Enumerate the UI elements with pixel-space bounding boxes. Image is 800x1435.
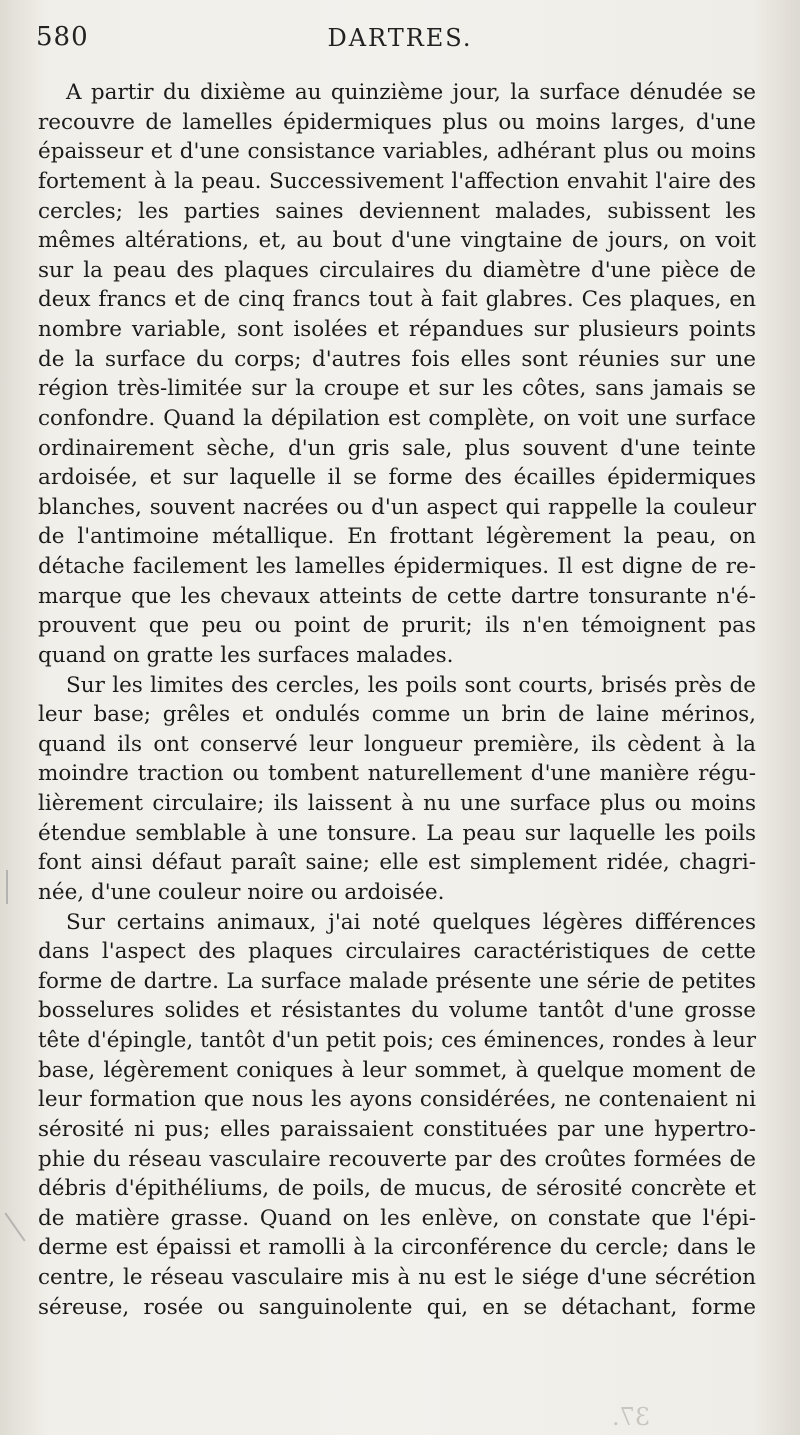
bleed-through-mark: 37. xyxy=(611,1403,650,1431)
text-line: étendue semblable à une tonsure. La peau sur laquelle les poils xyxy=(38,820,756,846)
text-line: blanches, souvent nacrées ou d'un aspect qui rappelle la couleur xyxy=(38,494,756,520)
text-line: centre, le réseau vasculaire mis à nu est le siége d'une sécrétion xyxy=(38,1265,756,1290)
text-line: région très-limitée sur la croupe et sur les côtes, sans jamais se xyxy=(38,376,756,402)
text-line: moindre traction ou tombent naturellement d'une manière régu- xyxy=(38,761,756,787)
text-line: deux francs et de cinq francs tout à fait glabres. Ces plaques, en xyxy=(38,287,756,313)
page-edge-mark xyxy=(6,870,8,904)
text-line: débris d'épithéliums, de poils, de mucus, de sérosité concrète et xyxy=(38,1176,756,1202)
text-line: de la surface du corps; d'autres fois elles sont réunies sur une xyxy=(38,346,756,372)
text-line: recouvre de lamelles épidermiques plus ou moins larges, d'une xyxy=(38,109,756,135)
text-line: font ainsi défaut paraît saine; elle est simplement ridée, chagri- xyxy=(38,850,756,876)
text-line: fortement à la peau. Successivement l'affection envahit l'aire des xyxy=(38,168,756,194)
text-line: confondre. Quand la dépilation est complète, on voit une surface xyxy=(38,405,756,431)
text-line: cercles; les parties saines deviennent malades, subissent les xyxy=(38,198,756,224)
text-line: leur formation que nous les ayons considérées, ne contenaient ni xyxy=(38,1087,756,1113)
text-line: Sur les limites des cercles, les poils sont courts, brisés près de xyxy=(66,672,756,698)
text-line: de matière grasse. Quand on les enlève, on constate que l'épi- xyxy=(38,1205,756,1231)
page-number: 580 xyxy=(36,22,89,52)
text-line: sur la peau des plaques circulaires du diamètre d'une pièce de xyxy=(38,257,756,283)
text-line: séreuse, rosée ou sanguinolente qui, en se détachant, forme xyxy=(38,1294,756,1320)
text-line: base, légèrement coniques à leur sommet, à quelque moment de xyxy=(38,1057,756,1083)
running-title: DARTRES. xyxy=(327,24,473,52)
text-line: mêmes altérations, et, au bout d'une vingtaine de jours, on voit xyxy=(38,228,756,254)
text-line: épaisseur et d'une consistance variables, adhérant plus ou moins xyxy=(38,139,756,165)
text-line: Sur certains animaux, j'ai noté quelques légères différences xyxy=(66,909,756,935)
text-line: ardoisée, et sur laquelle il se forme des écailles épidermiques xyxy=(38,465,756,491)
text-line: phie du réseau vasculaire recouverte par des croûtes formées de xyxy=(38,1146,756,1172)
text-line: derme est épaissi et ramolli à la circonférence du cercle; dans le xyxy=(38,1235,756,1261)
text-line: dans l'aspect des plaques circulaires caractéristiques de cette xyxy=(38,939,756,965)
text-line: forme de dartre. La surface malade présente une série de petites xyxy=(38,968,756,994)
text-line: leur base; grêles et ondulés comme un brin de laine mérinos, xyxy=(38,702,756,728)
text-line: A partir du dixième au quinzième jour, la surface dénudée se xyxy=(66,80,756,105)
text-line: prouvent que peu ou point de prurit; ils n'en témoignent pas xyxy=(38,613,756,639)
text-line: détache facilement les lamelles épidermiques. Il est digne de re- xyxy=(38,554,756,579)
page-edge-mark xyxy=(4,1213,25,1242)
text-line: ordinairement sèche, d'un gris sale, plus souvent d'une teinte xyxy=(38,435,756,461)
text-line: marque que les chevaux atteints de cette dartre tonsurante n'é- xyxy=(38,583,756,609)
text-line: tête d'épingle, tantôt d'un petit pois; ces éminences, rondes à leur xyxy=(38,1028,756,1053)
text-line: bosselures solides et résistantes du volume tantôt d'une grosse xyxy=(38,998,756,1024)
text-line: quand ils ont conservé leur longueur première, ils cèdent à la xyxy=(38,731,756,757)
text-line: de l'antimoine métallique. En frottant légèrement la peau, on xyxy=(38,524,756,550)
text-line: sérosité ni pus; elles paraissaient constituées par une hypertro- xyxy=(38,1116,756,1142)
body-text xyxy=(38,78,756,1322)
text-line: quand on gratte les surfaces malades. xyxy=(38,642,454,668)
text-line: lièrement circulaire; ils laissent à nu une surface plus ou moins xyxy=(38,791,756,816)
text-line: nombre variable, sont isolées et répandues sur plusieurs points xyxy=(38,317,756,342)
text-line: née, d'une couleur noire ou ardoisée. xyxy=(38,879,445,905)
